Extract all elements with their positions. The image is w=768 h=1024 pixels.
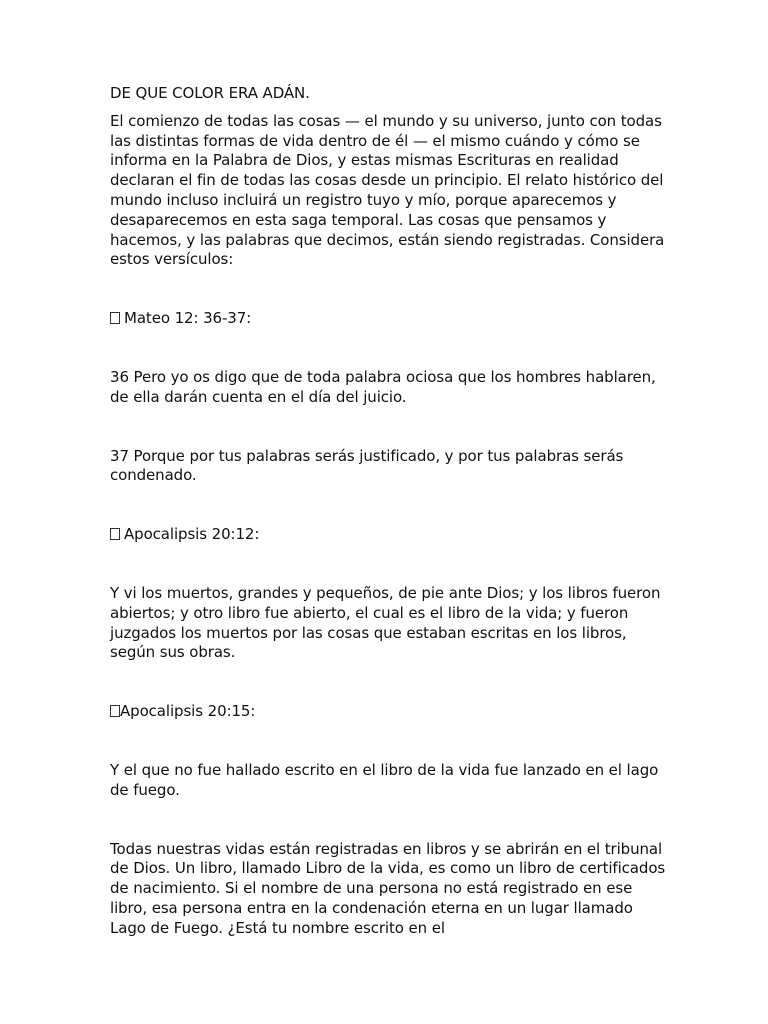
missing-glyph-icon [110, 705, 120, 717]
verse-apocalipsis-12: Y vi los muertos, grandes y pequeños, de pie ante Dios; y los libros fueron abiertos; y otro libro fue abierto, el cual es el libro de la vida; y fueron juzgados los muertos por las cosas que estaban escritas en los libros, según sus obras. [110, 583, 661, 662]
document-page [110, 84, 670, 939]
missing-glyph-icon [110, 312, 120, 324]
verse-37: 37 Porque por tus palabras serás justificado, y por tus palabras serás condenado. [110, 446, 624, 485]
reference-apocalipsis-12 [110, 525, 670, 545]
reference-apocalipsis-15-label: Apocalipsis 20:15: [120, 702, 256, 721]
document-title: DE QUE COLOR ERA ADÁN. [110, 84, 310, 102]
reference-mateo-label: Mateo 12: 36-37: [124, 309, 252, 328]
intro-paragraph: El comienzo de todas las cosas — el mundo y su universo, junto con todas las distintas formas de vida dentro de él — el mismo cuándo y cómo se informa en la Palabra de Dios, y estas mismas Escrituras en realidad declaran el fin de todas las cosas desde un principio. El relato histórico del mundo incluso incluirá un registro tuyo y mío, porque aparecemos y desaparecemos en esta saga temporal. Las cosas que pensamos y hacemos, y las palabras que decimos, están siendo registradas. Considera estos versículos: [110, 111, 665, 269]
verse-36: 36 Pero yo os digo que de toda palabra ociosa que los hombres hablaren, de ella darán cuenta en el día del juicio. [110, 367, 656, 406]
verse-apocalipsis-15: Y el que no fue hallado escrito en el libro de la vida fue lanzado en el lago de fuego. [110, 760, 659, 799]
reference-apocalipsis-15 [110, 702, 670, 722]
closing-paragraph: Todas nuestras vidas están registradas en libros y se abrirán en el tribunal de Dios. Un libro, llamado Libro de la vida, es como un libro de certificados de nacimiento. Si el nombre de una persona no está registrado en ese libro, esa persona entra en la condenación eterna en un lugar llamado Lago de Fuego. ¿Está tu nombre escrito en el [110, 839, 666, 937]
missing-glyph-icon [110, 528, 120, 540]
reference-mateo [110, 309, 670, 329]
reference-apocalipsis-12-label: Apocalipsis 20:12: [124, 525, 260, 544]
